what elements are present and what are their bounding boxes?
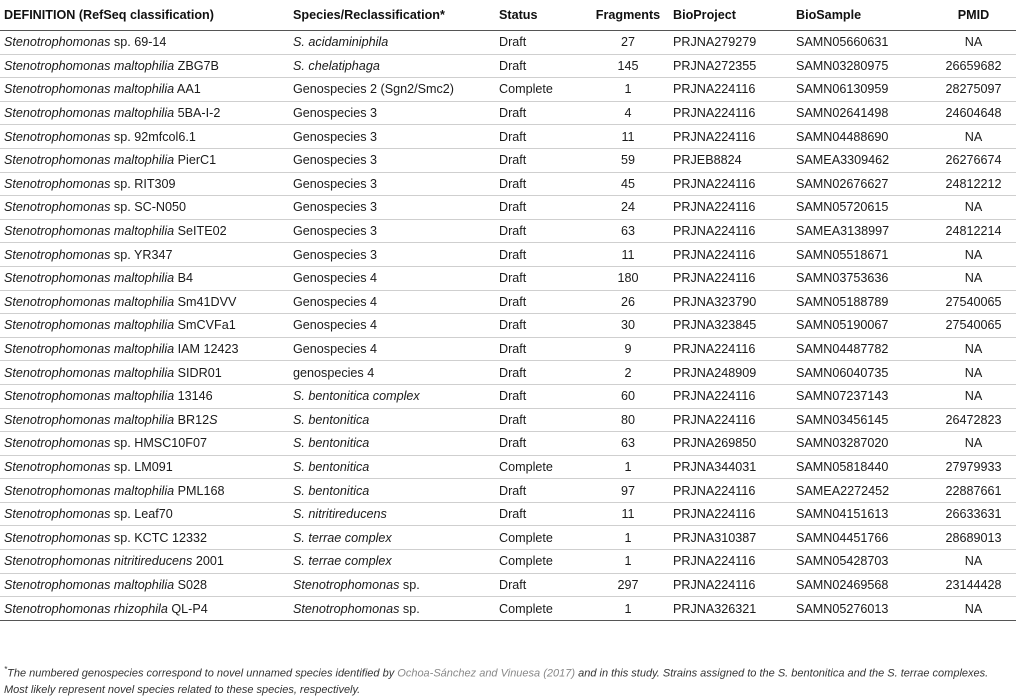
table-row [0, 54, 1016, 78]
cell-bioproject: PRJNA224116 [673, 507, 756, 522]
cell-bioproject: PRJNA224116 [673, 577, 756, 592]
table-row [0, 337, 1016, 361]
cell-definition: Stenotrophomonas maltophilia SmCVFa1 [4, 318, 236, 333]
table-footnote [4, 662, 1010, 698]
cell-species: Genospecies 4 [293, 294, 378, 309]
cell-species: Genospecies 3 [293, 176, 378, 191]
table-row [0, 408, 1016, 432]
header-status: Status [499, 8, 538, 22]
cell-species: S. bentonitica [293, 436, 370, 451]
cell-fragments: 11 [621, 507, 635, 522]
cell-definition: Stenotrophomonas maltophilia SeITE02 [4, 224, 227, 239]
cell-pmid: NA [964, 436, 983, 451]
cell-status: Draft [499, 436, 527, 451]
cell-bioproject: PRJNA344031 [673, 459, 757, 474]
table-row [0, 78, 1016, 102]
cell-bioproject: PRJNA224116 [673, 271, 756, 286]
cell-definition: Stenotrophomonas maltophilia AA1 [4, 82, 201, 97]
cell-biosample: SAMN03280975 [796, 58, 889, 73]
cell-pmid: 27979933 [945, 459, 1002, 474]
cell-species: S. nitritireducens [293, 507, 387, 522]
cell-species: S. acidaminiphila [293, 35, 389, 50]
cell-status: Draft [499, 176, 527, 191]
cell-biosample: SAMN05518671 [796, 247, 889, 262]
cell-definition: Stenotrophomonas sp. Leaf70 [4, 507, 173, 522]
table-row [0, 219, 1016, 243]
table-row [0, 101, 1016, 125]
cell-species: Genospecies 3 [293, 106, 378, 121]
cell-definition: Stenotrophomonas sp. LM091 [4, 459, 173, 474]
table-row [0, 361, 1016, 385]
cell-fragments: 59 [620, 153, 635, 168]
header-definition: DEFINITION (RefSeq classification) [4, 8, 214, 22]
cell-fragments: 1 [624, 601, 632, 616]
cell-definition: Stenotrophomonas maltophilia B4 [4, 271, 194, 286]
cell-species: Genospecies 3 [293, 247, 378, 262]
header-species: Species/Reclassification* [293, 8, 445, 22]
table-row [0, 314, 1016, 338]
cell-definition: Stenotrophomonas sp. HMSC10F07 [4, 436, 208, 451]
cell-bioproject: PRJNA310387 [673, 530, 757, 545]
footnote-reference-link[interactable]: Ochoa-Sánchez and Vinuesa (2017) [397, 667, 576, 680]
header-biosample: BioSample [796, 8, 862, 22]
table-row [0, 31, 1016, 55]
cell-fragments: 60 [620, 389, 635, 404]
cell-status: Complete [499, 530, 553, 545]
cell-species: Genospecies 4 [293, 318, 378, 333]
table-row [0, 196, 1016, 220]
cell-fragments: 145 [617, 58, 639, 73]
genome-table [0, 8, 1016, 621]
cell-fragments: 11 [621, 247, 635, 262]
cell-fragments: 63 [620, 436, 635, 451]
table-row [0, 172, 1016, 196]
cell-pmid: NA [964, 129, 983, 144]
cell-status: Draft [499, 342, 527, 357]
cell-bioproject: PRJNA224116 [673, 342, 756, 357]
cell-species: S. terrae complex [293, 554, 392, 569]
cell-biosample: SAMN04451766 [796, 530, 889, 545]
cell-status: Draft [499, 106, 527, 121]
cell-pmid: NA [964, 601, 983, 616]
cell-status: Draft [499, 483, 527, 498]
cell-biosample: SAMN02676627 [796, 176, 889, 191]
cell-definition: Stenotrophomonas sp. SC-N050 [4, 200, 187, 215]
cell-biosample: SAMN07237143 [796, 389, 889, 404]
cell-pmid: 24604648 [945, 106, 1002, 121]
cell-pmid: NA [964, 342, 983, 357]
cell-fragments: 45 [620, 176, 635, 191]
cell-species: S. bentonitica [293, 483, 370, 498]
cell-bioproject: PRJNA323845 [673, 318, 757, 333]
cell-fragments: 24 [620, 200, 635, 215]
cell-pmid: 24812212 [945, 176, 1002, 191]
header-pmid: PMID [957, 8, 990, 22]
cell-definition: Stenotrophomonas maltophilia IAM 12423 [4, 342, 239, 357]
cell-definition: Stenotrophomonas sp. 92mfcol6.1 [4, 129, 196, 144]
cell-pmid: NA [964, 365, 983, 380]
cell-bioproject: PRJEB8824 [673, 153, 742, 168]
cell-pmid: NA [964, 271, 983, 286]
cell-pmid: NA [964, 389, 983, 404]
cell-biosample: SAMN03753636 [796, 271, 889, 286]
cell-bioproject: PRJNA224116 [673, 129, 756, 144]
cell-species: Genospecies 4 [293, 342, 378, 357]
cell-status: Draft [499, 577, 527, 592]
cell-biosample: SAMN05720615 [796, 200, 889, 215]
footnote-mark: * [4, 665, 8, 674]
cell-bioproject: PRJNA248909 [673, 365, 757, 380]
cell-status: Complete [499, 459, 553, 474]
footnote-text-2: and in this study. Strains assigned to the S. bentonitica and the S. terrae complexes. Most likely represent novel species related to these species, respectively. [4, 667, 989, 696]
table-row [0, 502, 1016, 526]
cell-status: Complete [499, 601, 553, 616]
cell-bioproject: PRJNA224116 [673, 483, 756, 498]
header-fragments: Fragments [595, 8, 661, 22]
cell-definition: Stenotrophomonas sp. 69-14 [4, 35, 167, 50]
cell-biosample: SAMN02641498 [796, 106, 889, 121]
cell-species: Genospecies 2 (Sgn2/Smc2) [293, 82, 455, 97]
cell-bioproject: PRJNA224116 [673, 389, 756, 404]
table-row [0, 455, 1016, 479]
cell-fragments: 80 [620, 412, 635, 427]
cell-definition: Stenotrophomonas maltophilia S028 [4, 577, 208, 592]
table-row [0, 550, 1016, 574]
cell-species: Stenotrophomonas sp. [293, 577, 420, 592]
cell-definition: Stenotrophomonas nitritireducens 2001 [4, 554, 224, 569]
cell-species: Genospecies 3 [293, 153, 378, 168]
cell-bioproject: PRJNA224116 [673, 106, 756, 121]
table-row [0, 526, 1016, 550]
cell-biosample: SAMN04488690 [796, 129, 889, 144]
cell-species: S. bentonitica [293, 459, 370, 474]
cell-species: S. terrae complex [293, 530, 392, 545]
cell-pmid: 27540065 [945, 294, 1002, 309]
cell-definition: Stenotrophomonas maltophilia PML168 [4, 483, 225, 498]
cell-biosample: SAMN05428703 [796, 554, 889, 569]
cell-bioproject: PRJNA326321 [673, 601, 757, 616]
cell-species: Stenotrophomonas sp. [293, 601, 420, 616]
cell-fragments: 9 [624, 342, 632, 357]
cell-definition: Stenotrophomonas sp. YR347 [4, 247, 173, 262]
table-row [0, 597, 1016, 621]
cell-pmid: 26472823 [945, 412, 1002, 427]
header-bioproject: BioProject [673, 8, 736, 22]
cell-biosample: SAMN05190067 [796, 318, 889, 333]
cell-status: Complete [499, 554, 553, 569]
cell-status: Draft [499, 58, 527, 73]
table-header-row [0, 8, 1016, 31]
cell-status: Draft [499, 389, 527, 404]
cell-pmid: 26659682 [945, 58, 1002, 73]
cell-species: Genospecies 3 [293, 224, 378, 239]
cell-status: Draft [499, 294, 527, 309]
cell-definition: Stenotrophomonas sp. KCTC 12332 [4, 530, 208, 545]
cell-biosample: SAMN04487782 [796, 342, 889, 357]
cell-fragments: 11 [621, 129, 635, 144]
cell-bioproject: PRJNA279279 [673, 35, 757, 50]
cell-fragments: 180 [617, 271, 639, 286]
cell-fragments: 63 [620, 224, 635, 239]
cell-bioproject: PRJNA224116 [673, 82, 756, 97]
table-row [0, 384, 1016, 408]
cell-status: Draft [499, 200, 527, 215]
cell-pmid: NA [964, 247, 983, 262]
cell-fragments: 26 [620, 294, 635, 309]
cell-definition: Stenotrophomonas sp. RIT309 [4, 176, 176, 191]
cell-biosample: SAMN05276013 [796, 601, 889, 616]
cell-fragments: 1 [624, 554, 632, 569]
cell-biosample: SAMN05188789 [796, 294, 889, 309]
cell-pmid: NA [964, 35, 983, 50]
cell-species: Genospecies 4 [293, 271, 378, 286]
cell-pmid: 27540065 [945, 318, 1002, 333]
cell-definition: Stenotrophomonas maltophilia 13146 [4, 389, 213, 404]
cell-biosample: SAMN02469568 [796, 577, 889, 592]
cell-fragments: 1 [624, 459, 632, 474]
cell-pmid: 22887661 [945, 483, 1002, 498]
cell-pmid: 26276674 [945, 153, 1002, 168]
cell-fragments: 297 [617, 577, 639, 592]
cell-status: Draft [499, 271, 527, 286]
cell-biosample: SAMN06130959 [796, 82, 889, 97]
cell-species: Genospecies 3 [293, 200, 378, 215]
cell-pmid: 26633631 [945, 507, 1002, 522]
cell-definition: Stenotrophomonas maltophilia ZBG7B [4, 58, 219, 73]
cell-biosample: SAMN05660631 [796, 35, 889, 50]
cell-biosample: SAMN03287020 [796, 436, 889, 451]
cell-definition: Stenotrophomonas maltophilia 5BA-I-2 [4, 106, 221, 121]
cell-bioproject: PRJNA269850 [673, 436, 757, 451]
cell-status: Complete [499, 82, 553, 97]
cell-pmid: 23144428 [945, 577, 1002, 592]
cell-species: S. chelatiphaga [293, 58, 380, 73]
cell-biosample: SAMEA2272452 [796, 483, 890, 498]
cell-species: S. bentonitica [293, 412, 370, 427]
cell-fragments: 1 [624, 82, 632, 97]
cell-definition: Stenotrophomonas maltophilia SIDR01 [4, 365, 222, 380]
cell-biosample: SAMEA3138997 [796, 224, 890, 239]
footnote-text-1: The numbered genospecies correspond to novel unnamed species identified by [7, 667, 398, 680]
cell-bioproject: PRJNA272355 [673, 58, 757, 73]
table-row [0, 266, 1016, 290]
cell-status: Draft [499, 318, 527, 333]
table-row [0, 290, 1016, 314]
table-body [0, 31, 1016, 621]
cell-definition: Stenotrophomonas maltophilia BR12S [4, 412, 218, 427]
cell-bioproject: PRJNA224116 [673, 554, 756, 569]
cell-definition: Stenotrophomonas maltophilia Sm41DVV [4, 294, 237, 309]
table-row [0, 573, 1016, 597]
cell-fragments: 97 [620, 483, 635, 498]
cell-pmid: NA [964, 554, 983, 569]
table-row [0, 479, 1016, 503]
cell-status: Draft [499, 507, 527, 522]
cell-bioproject: PRJNA224116 [673, 412, 756, 427]
cell-status: Draft [499, 224, 527, 239]
cell-pmid: 28689013 [945, 530, 1002, 545]
cell-fragments: 2 [624, 365, 632, 380]
cell-fragments: 30 [620, 318, 635, 333]
cell-bioproject: PRJNA224116 [673, 200, 756, 215]
table-row [0, 148, 1016, 172]
cell-biosample: SAMN03456145 [796, 412, 889, 427]
cell-pmid: NA [964, 200, 983, 215]
cell-fragments: 4 [624, 106, 632, 121]
cell-status: Draft [499, 412, 527, 427]
table-row [0, 243, 1016, 267]
table-row [0, 125, 1016, 149]
cell-status: Draft [499, 153, 527, 168]
cell-pmid: 28275097 [945, 82, 1002, 97]
cell-bioproject: PRJNA323790 [673, 294, 757, 309]
cell-fragments: 27 [620, 35, 635, 50]
cell-status: Draft [499, 35, 527, 50]
cell-status: Draft [499, 247, 527, 262]
table-row [0, 432, 1016, 456]
cell-species: S. bentonitica complex [293, 389, 420, 404]
cell-biosample: SAMN06040735 [796, 365, 889, 380]
cell-pmid: 24812214 [945, 224, 1002, 239]
cell-bioproject: PRJNA224116 [673, 224, 756, 239]
cell-biosample: SAMEA3309462 [796, 153, 890, 168]
cell-bioproject: PRJNA224116 [673, 176, 756, 191]
cell-species: Genospecies 3 [293, 129, 378, 144]
cell-status: Draft [499, 129, 527, 144]
cell-biosample: SAMN05818440 [796, 459, 889, 474]
cell-status: Draft [499, 365, 527, 380]
cell-species: genospecies 4 [293, 365, 375, 380]
cell-fragments: 1 [624, 530, 632, 545]
cell-bioproject: PRJNA224116 [673, 247, 756, 262]
cell-definition: Stenotrophomonas maltophilia PierC1 [4, 153, 217, 168]
cell-biosample: SAMN04151613 [796, 507, 889, 522]
cell-definition: Stenotrophomonas rhizophila QL-P4 [4, 601, 208, 616]
